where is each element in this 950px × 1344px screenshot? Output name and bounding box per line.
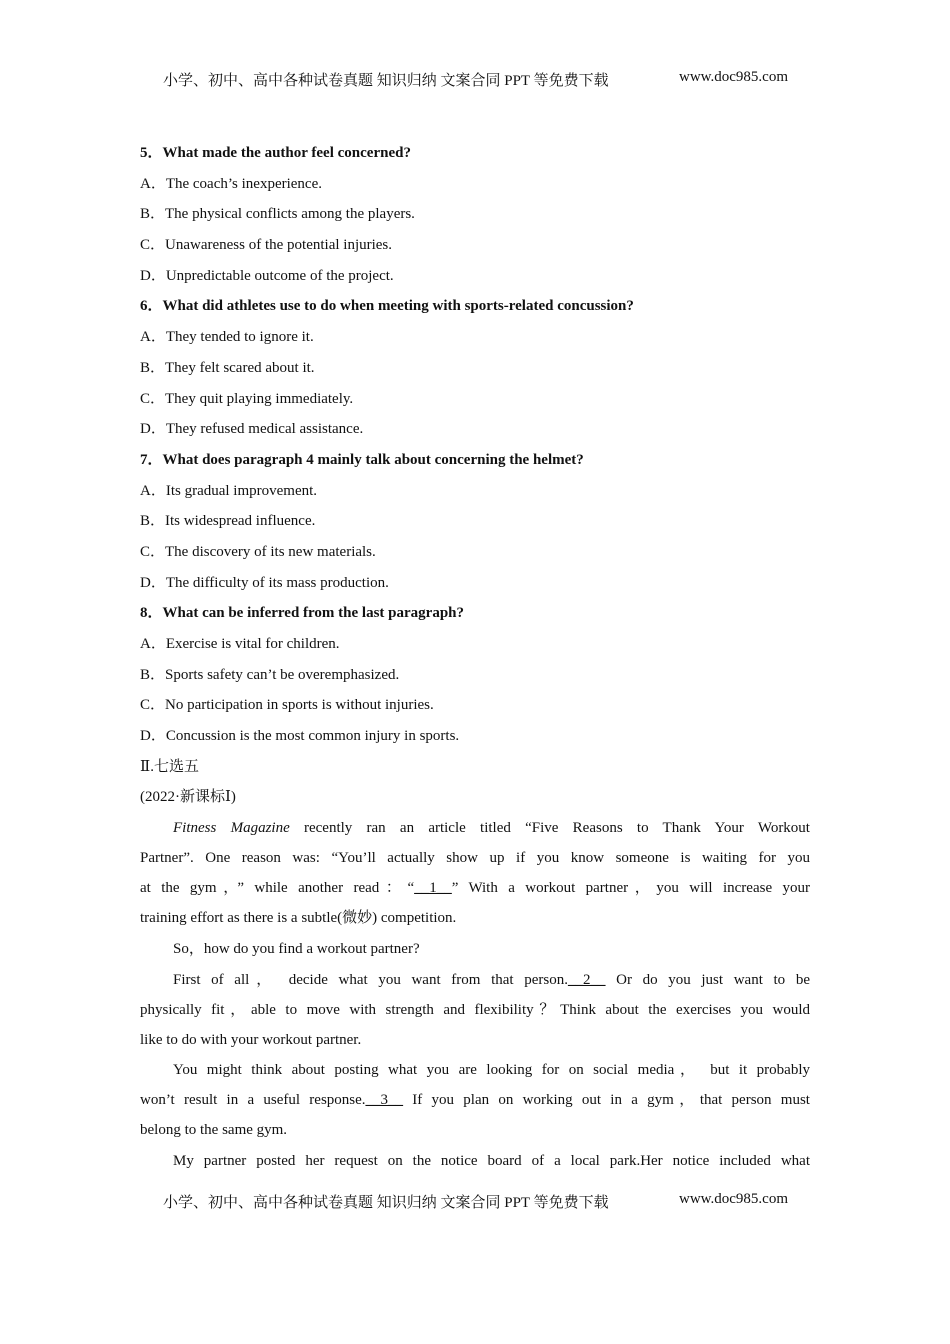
header-url: www.doc985.com xyxy=(678,69,788,85)
answer-option: B．Its widespread influence. xyxy=(140,513,316,530)
section-title: Ⅱ.七选五 xyxy=(140,758,199,775)
paragraph-3: First of all， decide what you want from that person.__2__ Or do you just want to be physically fit，able to move with strength and flexibility？Think about the exercises you would like to do with your workout partner. xyxy=(140,971,810,1048)
header-text: 小学、初中、高中各种试卷真题 知识归纳 文案合同 PPT 等免费下载 xyxy=(163,73,609,89)
answer-option: C．They quit playing immediately. xyxy=(140,390,354,407)
document-body xyxy=(140,142,810,1180)
page-footer xyxy=(163,1191,788,1212)
answer-option: D．Unpredictable outcome of the project. xyxy=(140,267,394,284)
paragraph-5: My partner posted her request on the notice board of a local park.Her notice included what xyxy=(173,1152,810,1169)
answer-option: A．They tended to ignore it. xyxy=(140,329,314,346)
answer-option: A．Its gradual improvement. xyxy=(140,482,318,499)
question-stem: 6．What did athletes use to do when meeting with sports-related concussion? xyxy=(140,298,634,315)
paragraph-2: So，how do you find a workout partner? xyxy=(173,940,420,957)
blank-3[interactable]: __3__ xyxy=(365,1092,404,1109)
answer-option: B．The physical conflicts among the players. xyxy=(140,206,415,223)
answer-option: C．Unawareness of the potential injuries. xyxy=(140,237,393,254)
answer-option: B．They felt scared about it. xyxy=(140,359,315,376)
question-stem: 5．What made the author feel concerned? xyxy=(140,145,411,161)
answer-option: B．Sports safety can’t be overemphasized. xyxy=(140,666,400,683)
answer-option: A．The coach’s inexperience. xyxy=(140,175,322,192)
footer-url: www.doc985.com xyxy=(678,1191,788,1207)
answer-option: D．They refused medical assistance. xyxy=(140,421,364,438)
answer-option: D．Concussion is the most common injury in sports. xyxy=(140,728,460,745)
blank-2[interactable]: __2__ xyxy=(567,971,606,988)
paragraph-1: Fitness Magazine recently ran an article titled “Five Reasons to Thank Your Workout Partner”. One reason was: “You’ll actually show up if you know someone is waiting for you at the gym，” while another read：“__1__” With a workout partner，you will increase your training effort as there is a subtle(微妙) competition. xyxy=(140,820,810,927)
answer-option: D．The difficulty of its mass production. xyxy=(140,574,389,591)
magazine-title: Fitness Magazine xyxy=(173,820,290,837)
paragraph-4: You might think about posting what you are looking for on social media， but it probably won’t result in a useful response.__3__ If you plan on working out in a gym，that person must belong to the same gym. xyxy=(140,1062,810,1139)
question-stem: 8．What can be inferred from the last paragraph? xyxy=(140,605,465,622)
page-header xyxy=(163,69,788,90)
blank-1[interactable]: __1__ xyxy=(414,880,452,897)
answer-option: C．The discovery of its new materials. xyxy=(140,543,376,560)
question-stem: 7．What does paragraph 4 mainly talk about concerning the helmet? xyxy=(140,451,584,468)
footer-text: 小学、初中、高中各种试卷真题 知识归纳 文案合同 PPT 等免费下载 xyxy=(163,1195,609,1211)
answer-option: A．Exercise is vital for children. xyxy=(140,636,340,652)
section-source: (2022·新课标Ⅰ) xyxy=(140,789,236,806)
question-list xyxy=(140,142,810,756)
answer-option: C．No participation in sports is without injuries. xyxy=(140,697,434,714)
